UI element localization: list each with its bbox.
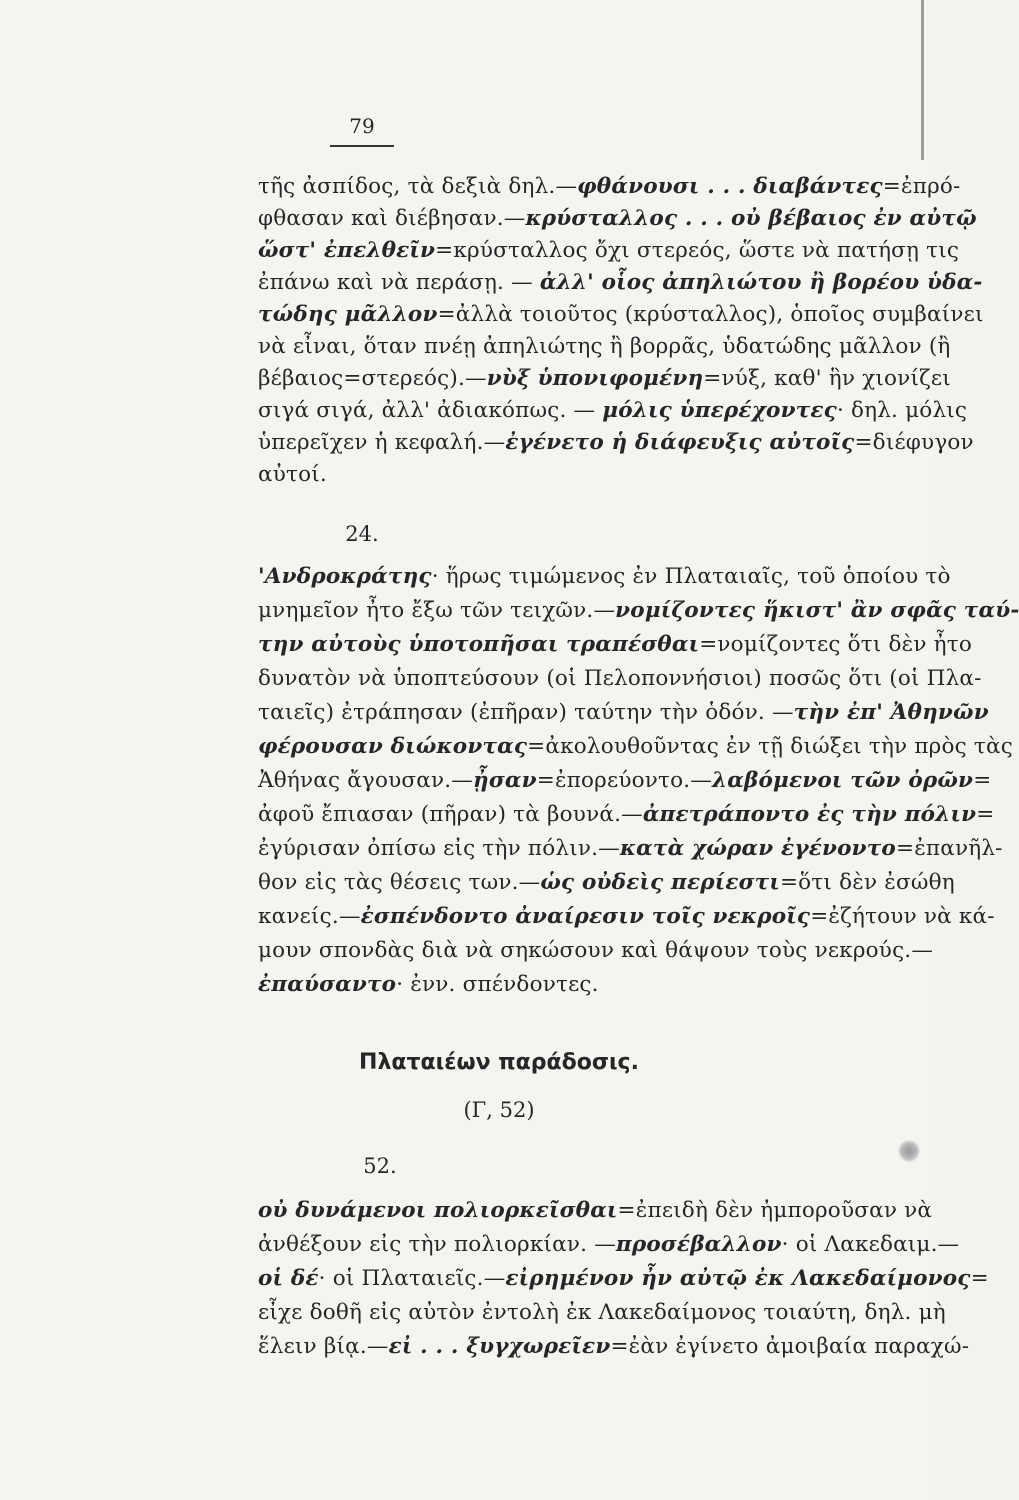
ink-smudge bbox=[898, 1140, 920, 1162]
text-line: ὥστ' ἐπελθεῖν=κρύσταλλος ὄχι στερεός, ὥστε νὰ πατήσῃ τις bbox=[258, 238, 960, 263]
page-number: 79 bbox=[349, 114, 375, 138]
text-line: τώδης μᾶλλον=ἀλλὰ τοιοῦτος (κρύσταλλος), ὁποῖος συμβαίνει bbox=[258, 302, 984, 327]
section-number: 24. bbox=[345, 522, 379, 546]
text-line: ἕλειν βίᾳ.—εἰ . . . ξυγχωρεῖεν=ἐὰν ἐγίνετο ἀμοιβαία παραχώ- bbox=[258, 1334, 970, 1359]
text-line: ὑπερεῖχεν ἡ κεφαλή.—ἐγένετο ἡ διάφευξις αὐτοῖς=διέφυγον bbox=[258, 430, 974, 455]
text-line: την αὐτοὺς ὑποτοπῆσαι τραπέσθαι=νομίζοντες ὅτι δὲν ἦτο bbox=[258, 632, 973, 657]
text-line: οἱ δέ· οἱ Πλαταιεῖς.—εἰρημένον ἦν αὐτῷ ἐκ Λακεδαίμονος= bbox=[258, 1266, 989, 1291]
text-line: ἐγύρισαν ὀπίσω εἰς τὴν πόλιν.—κατὰ χώραν ἐγένοντο=ἐπανῆλ- bbox=[258, 836, 1003, 861]
text-line: ἐπάνω καὶ νὰ περάσῃ. — ἀλλ' οἷος ἀπηλιώτου ἢ βορέου ὑδα- bbox=[258, 270, 983, 295]
text-line: κανείς.—ἐσπένδοντο ἀναίρεσιν τοῖς νεκροῖς=ἐζήτουν νὰ κά- bbox=[258, 904, 995, 929]
text-line: ἀνθέξουν εἰς τὴν πολιορκίαν. —προσέβαλλον· οἱ Λακεδαιμ.— bbox=[258, 1232, 960, 1257]
page-number-underline bbox=[330, 145, 394, 147]
text-line: Ἀθήνας ἄγουσαν.—ᾖσαν=ἐπορεύοντο.—λαβόμενοι τῶν ὀρῶν= bbox=[258, 768, 992, 793]
text-line: θον εἰς τὰς θέσεις των.—ὡς οὐδεὶς περίεστι=ὅτι δὲν ἐσώθη bbox=[258, 870, 955, 895]
text-line: ἐπαύσαντο· ἐνν. σπένδοντες. bbox=[258, 972, 599, 997]
text-line: εἶχε δοθῆ εἰς αὐτὸν ἐντολὴ ἐκ Λακεδαίμονος τοιαύτη, δηλ. μὴ bbox=[258, 1300, 946, 1325]
text-line: 'Ανδροκράτης· ἥρως τιμώμενος ἐν Πλαταιαῖς, τοῦ ὁποίου τὸ bbox=[258, 564, 951, 589]
text-line: φέρουσαν διώκοντας=ἀκολουθοῦντας ἐν τῇ διώξει τὴν πρὸς τὰς bbox=[258, 734, 1013, 759]
text-line: δυνατὸν νὰ ὑποπτεύσουν (οἱ Πελοποννήσιοι) ποσῶς ὅτι (οἱ Πλα- bbox=[258, 666, 982, 691]
text-line: μουν σπονδὰς διὰ νὰ σηκώσουν καὶ θάψουν τοὺς νεκρούς.— bbox=[258, 938, 934, 963]
text-line: σιγά σιγά, ἀλλ' ἀδιακόπως. — μόλις ὑπερέχοντες· δηλ. μόλις bbox=[258, 398, 968, 423]
text-line: ἀφοῦ ἔπιασαν (πῆραν) τὰ βουνά.—ἀπετράποντο ἐς τὴν πόλιν= bbox=[258, 802, 995, 827]
text-line: αὐτοί. bbox=[258, 462, 327, 487]
text-line: οὐ δυνάμενοι πολιορκεῖσθαι=ἐπειδὴ δὲν ἠμποροῦσαν νὰ bbox=[258, 1198, 933, 1223]
text-line: τῆς ἀσπίδος, τὰ δεξιὰ δηλ.—φθάνουσι . . . διαβάντες=ἐπρό- bbox=[258, 174, 961, 199]
text-line: μνημεῖον ἦτο ἔξω τῶν τειχῶν.—νομίζοντες ἥκιστ' ἂν σφᾶς ταύ- bbox=[258, 598, 1019, 623]
page-edge-line bbox=[921, 0, 924, 160]
text-line: ταιεῖς) ἐτράπησαν (ἐπῆραν) ταύτην τὴν ὁδόν. —τὴν ἐπ' Ἀθηνῶν bbox=[258, 700, 989, 725]
text-line: νὰ εἶναι, ὅταν πνέῃ ἀπηλιώτης ἢ βορρᾶς, ὑδατώδης μᾶλλον (ἢ bbox=[258, 334, 951, 359]
section-heading: Πλαταιέων παράδοσις. bbox=[359, 1050, 639, 1075]
text-line: βέβαιος=στερεός).—νὺξ ὑπονιφομένη=νύξ, καθ' ἣν χιονίζει bbox=[258, 366, 951, 391]
section-reference: (Γ, 52) bbox=[463, 1098, 535, 1122]
section-number: 52. bbox=[363, 1154, 397, 1178]
text-line: φθασαν καὶ διέβησαν.—κρύσταλλος . . . οὐ βέβαιος ἐν αὐτῷ bbox=[258, 206, 977, 231]
